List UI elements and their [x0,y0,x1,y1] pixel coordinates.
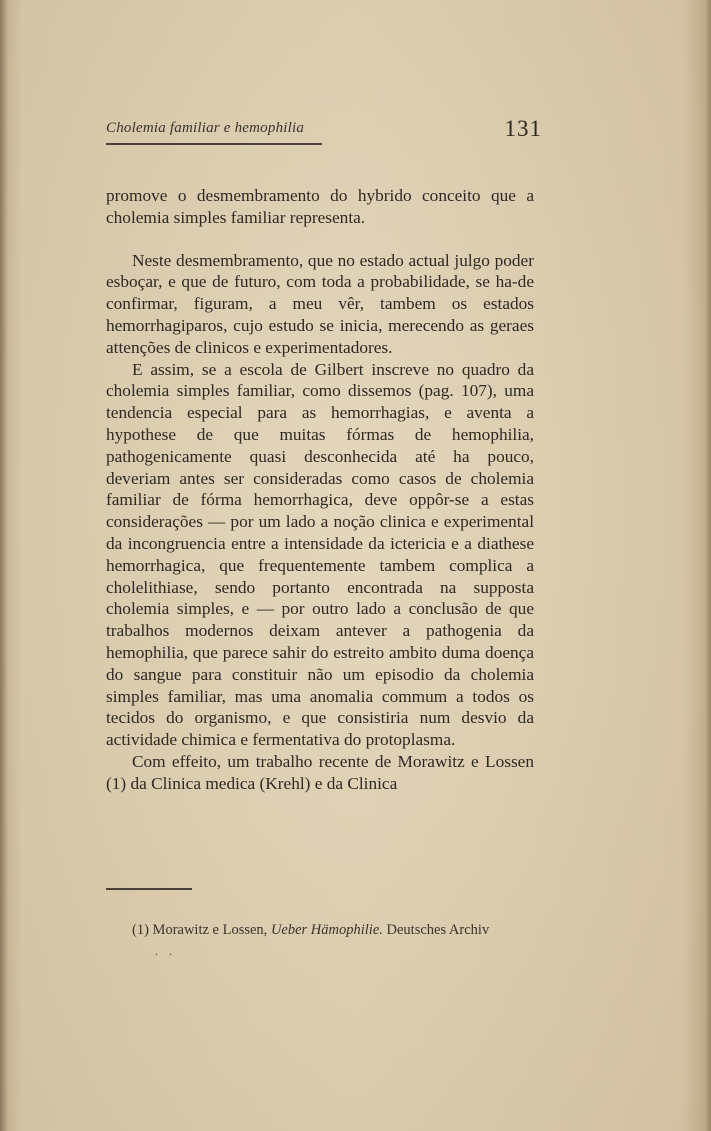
running-title-underline [106,143,322,145]
page-header [106,116,546,146]
footnote-continuation-dots: . . [155,944,176,958]
footnote-journal: Deutsches Archiv [386,922,490,938]
paragraph-4: Com effeito, um trabalho recente de Morawitz e Lossen (1) da Clinica medica (Krehl) e da Clinica [106,751,534,793]
paragraph-3: E assim, se a escola de Gilbert inscreve no quadro da cholemia simples familiar, como dissemos (pag. 107), uma tendencia especial para as hemorrhagias, e aventa a hypothese de que muitas fórmas de hemophilia, pathogenicamente quasi desconhecida até ha pouco, deveriam antes ser consideradas como casos de cholemia familiar de fórma hemorrhagica, deve oppôr-se a estas considerações — por um lado a noção clinica e experimental da incongruencia entre a intensidade da ictericia e a diathese hemorrhagica, que frequentemente tambem complica a cholelithiase, sendo portanto encontrada na supposta cholemia simples, e — por outro lado a conclusão de que trabalhos modernos deixam antever a pathogenia da hemophilia, que parece sahir do estreito ambito duma doença do sangue para constituir não um episodio da cholemia simples familiar, mas uma anomalia commum a todos os tecidos do organismo, e que consistiria num desvio da actividade chimica e fermentativa do protoplasma. [106,359,534,750]
running-title: Cholemia familiar e hemophilia [106,120,305,136]
body-text [106,185,534,795]
page-binding-shadow [0,0,8,1131]
footnote-separator [106,888,192,890]
footnote [132,920,542,940]
page-number: 131 [504,116,542,141]
footnote-title: Ueber Hämophilie. [270,922,383,938]
paragraph-1: promove o desmembramento do hybrido conceito que a cholemia simples familiar representa. [106,186,534,227]
footnote-authors: Morawitz e Lossen, [152,922,268,938]
page-edge-shadow [705,0,711,1131]
footnote-marker: (1) [132,922,149,938]
paragraph-2: Neste desmembramento, que no estado actual julgo poder esboçar, e que de futuro, com toda a probabilidade, se ha-de confirmar, figuram, a meu vêr, tambem os estados hemorrhagiparos, cujo estudo se inicia, merecendo as geraes attenções de clinicos e experimentadores. [106,250,534,357]
